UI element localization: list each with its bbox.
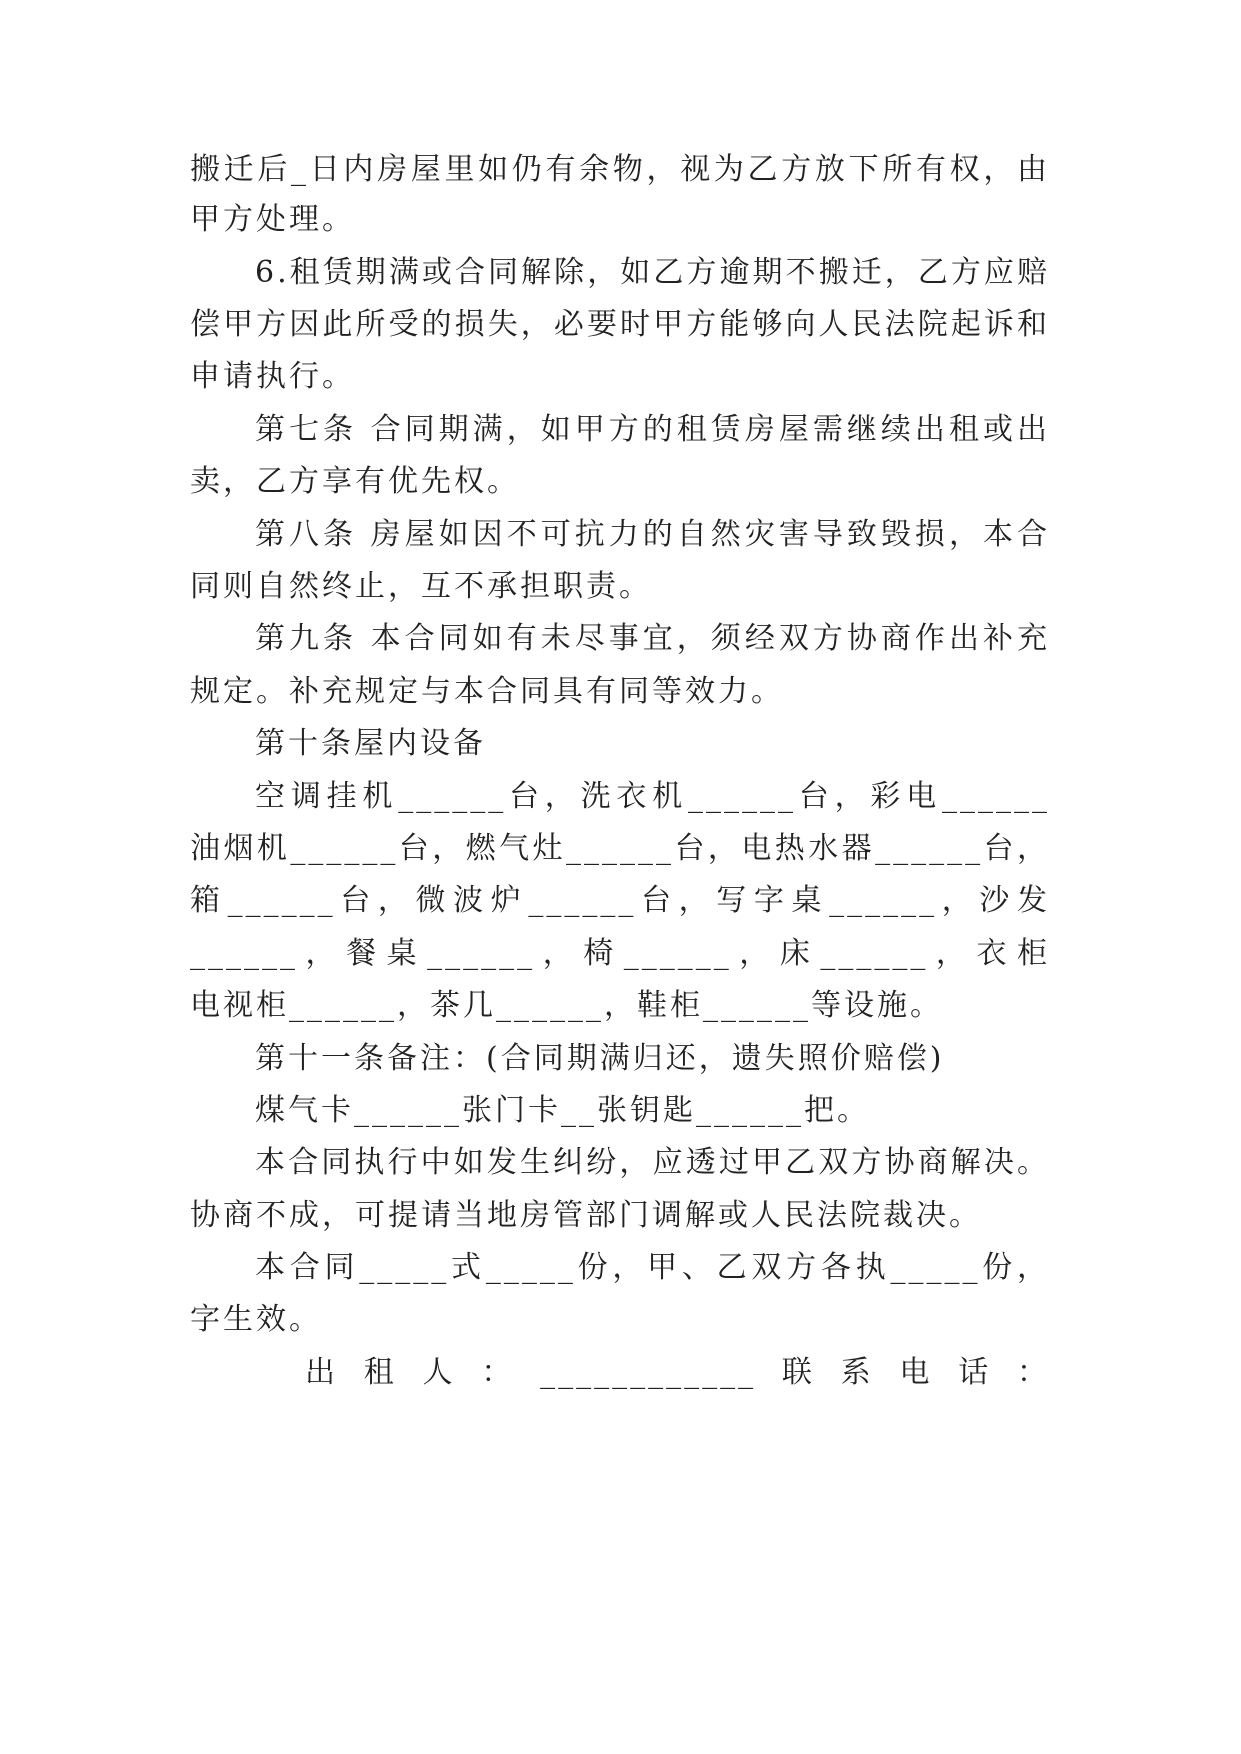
text-line: 6.租赁期满或合同解除，如乙方逾期不搬迁，乙方应赔 xyxy=(255,255,1050,290)
text-line: 第七条 合同期满，如甲方的租赁房屋需继续出租或出 xyxy=(255,412,1050,447)
text-line: 搬迁后_日内房屋里如仍有余物，视为乙方放下所有权，由 xyxy=(190,152,1050,187)
text-line: 箱______台，微波炉______台，写字桌______，沙发 xyxy=(190,883,1050,918)
text-line: 第九条 本合同如有未尽事宜，须经双方协商作出补充 xyxy=(255,621,1050,656)
text-line: 偿甲方因此所受的损失，必要时甲方能够向人民法院起诉和 xyxy=(190,307,1050,342)
text-line: 规定。补充规定与本合同具有同等效力。 xyxy=(190,674,784,709)
text-line: 煤气卡______张门卡__张钥匙______把。 xyxy=(255,1093,870,1128)
text-line: 第十一条备注：(合同期满归还，遗失照价赔偿) xyxy=(255,1041,945,1076)
text-line: 甲方处理。 xyxy=(190,202,355,237)
text-line: 第八条 房屋如因不可抗力的自然灾害导致毁损，本合 xyxy=(255,517,1050,552)
text-line: 第十条屋内设备 xyxy=(255,726,486,761)
text-line: 油烟机______台，燃气灶______台，电热水器______台， xyxy=(190,831,1050,866)
text-line: ______，餐桌______，椅______，床______，衣柜 xyxy=(190,936,1050,971)
text-line: 本合同_____式_____份，甲、乙双方各执_____份， xyxy=(255,1250,1050,1285)
signature-line: 出租人：____________联系电话： xyxy=(305,1355,1050,1390)
text-line: 申请执行。 xyxy=(190,359,355,394)
text-line: 空调挂机______台，洗衣机______台，彩电______ xyxy=(255,779,1050,814)
text-line: 卖，乙方享有优先权。 xyxy=(190,464,520,499)
text-line: 电视柜______，茶几______，鞋柜______等设施。 xyxy=(190,988,943,1023)
text-line: 协商不成，可提请当地房管部门调解或人民法院裁决。 xyxy=(190,1198,982,1233)
text-line: 字生效。 xyxy=(190,1302,322,1337)
text-line: 本合同执行中如发生纠纷，应透过甲乙双方协商解决。 xyxy=(255,1145,1050,1180)
text-line: 同则自然终止，互不承担职责。 xyxy=(190,569,652,604)
